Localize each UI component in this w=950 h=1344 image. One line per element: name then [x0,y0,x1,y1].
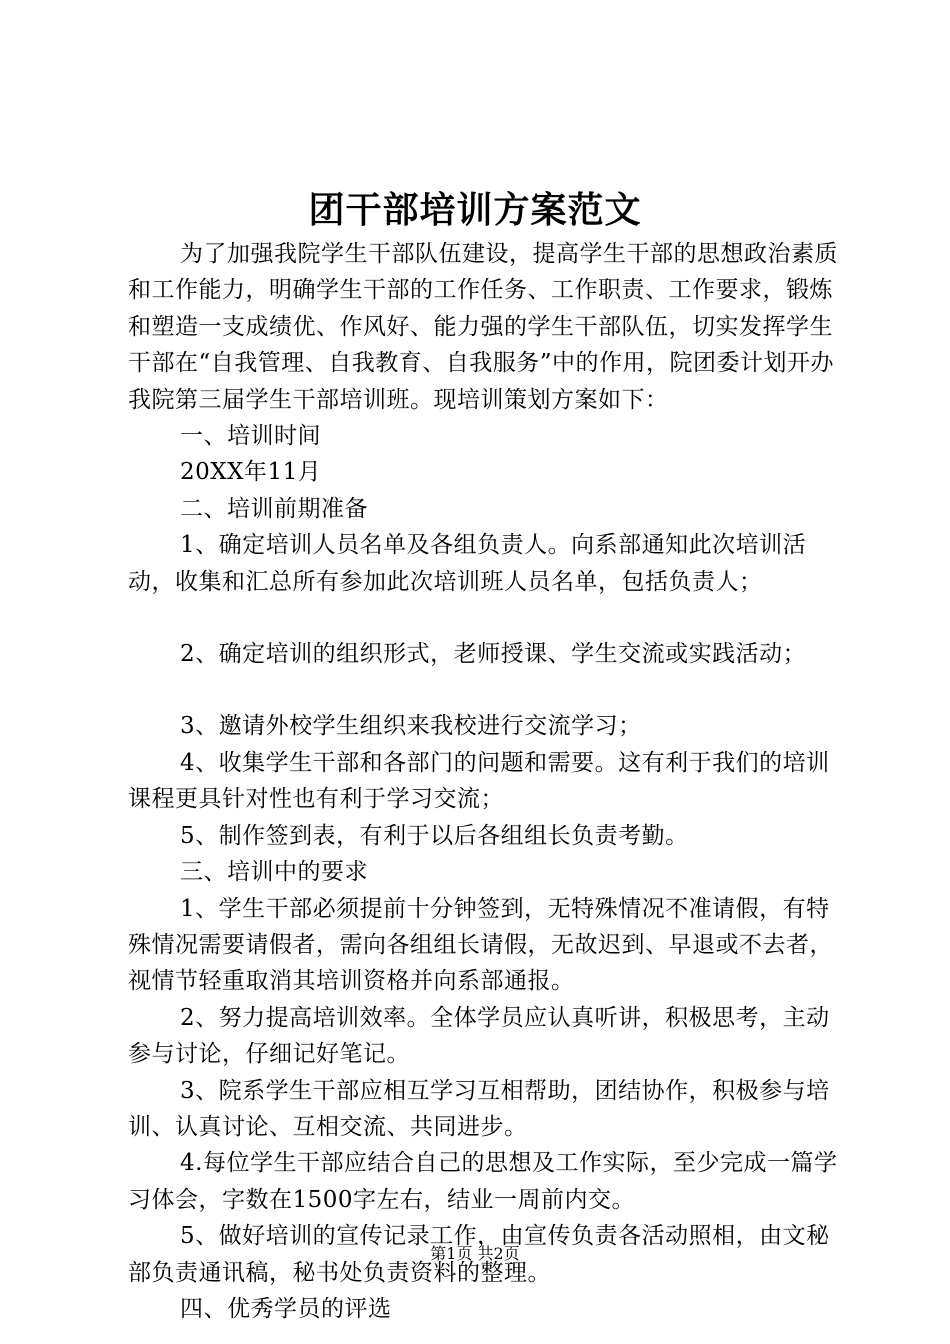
requirement-item-3: 3、院系学生干部应相互学习互相帮助，团结协作，积极参与培训、认真讨论、互相交流、共同进步。 [128,1077,830,1140]
training-date: 20XX年11月 [180,459,322,486]
section-heading-preparation: 二、培训前期准备 [180,495,368,522]
requirement-item-2: 2、努力提高培训效率。全体学员应认真听讲，积极思考，主动参与讨论，仔细记好笔记。 [128,1004,830,1068]
preparation-item-2: 2、确定培训的组织形式，老师授课、学生交流或实践活动； [180,641,807,668]
requirement-item-1: 1、学生干部必须提前十分钟签到，无特殊情况不准请假，有特殊情况需要请假者，需向各组组长请假，无故迟到、早退或不去者，视情节轻重取消其培训资格并向系部通报。 [128,895,833,995]
section-heading-training-time: 一、培训时间 [180,423,321,450]
preparation-item-1: 1、确定培训人员名单及各组负责人。向系部通知此次培训活动，收集和汇总所有参加此次培训班人员名单，包括负责人； [128,532,807,595]
requirement-item-4: 4.每位学生干部应结合自己的思想及工作实际，至少完成一篇学习体会，字数在1500字左右，结业一周前内交。 [128,1150,838,1213]
requirement-item-5: 5、做好培训的宣传记录工作，由宣传负责各活动照相，由文秘部负责通讯稿，秘书处负责资料的整理。 [128,1223,830,1286]
document-title: 团干部培训方案范文 [308,189,642,231]
preparation-item-3: 3、邀请外校学生组织来我校进行交流学习； [180,713,642,740]
document-body [128,236,838,1327]
page-footer: 第1页 共2页 [430,1244,520,1263]
preparation-item-4: 4、收集学生干部和各部门的问题和需要。这有利于我们的培训课程更具针对性也有利于学习交流； [128,749,830,813]
intro-paragraph: 为了加强我院学生干部队伍建设，提高学生干部的思想政治素质和工作能力，明确学生干部的工作任务、工作职责、工作要求，锻炼和塑造一支成绩优、作风好、能力强的学生干部队伍，切实发挥学生干部在“自我管理、自我教育、自我服务”中的作用，院团委计划开办我院第三届学生干部培训班。现培训策划方案如下： [128,241,838,413]
section-heading-selection: 四、优秀学员的评选 [180,1295,392,1322]
section-heading-requirements: 三、培训中的要求 [180,859,368,886]
preparation-item-5: 5、制作签到表，有利于以后各组组长负责考勤。 [180,822,689,849]
